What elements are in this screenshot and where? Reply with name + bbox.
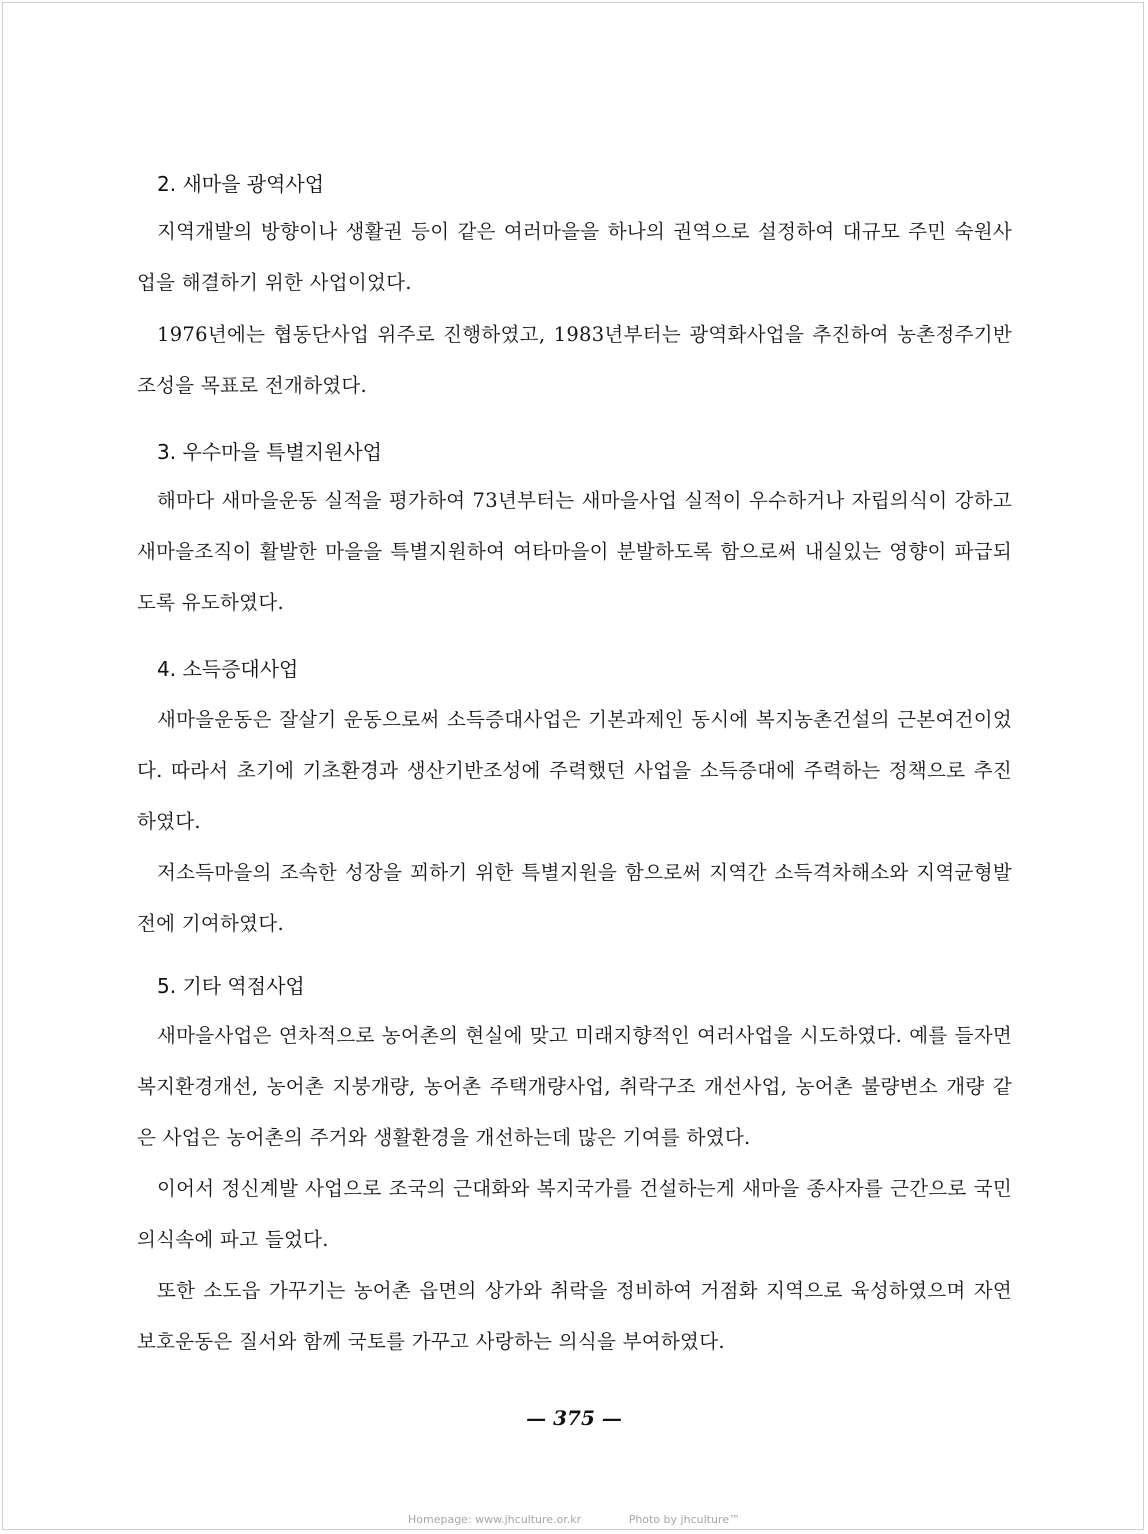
section-heading-3: 3. 우수마을 특별지원사업 — [157, 440, 382, 464]
paragraph-5-1: 새마을사업은 연차적으로 농어촌의 현실에 맞고 미래지향적인 여러사업을 시도하였다. 예를 들자면 복지환경개선, 농어촌 지붕개량, 농어촌 주택개량사업, 취락구조 개선사업, 농어촌 불량변소 개량 같은 사업은 농어촌의 주거와 생활환경을 개선하는데 많은 기여를 하였다. — [137, 1024, 1012, 1149]
section-heading-2: 2. 새마을 광역사업 — [157, 172, 325, 196]
section-heading-5: 5. 기타 역점사업 — [157, 974, 305, 998]
paragraph-5-3: 또한 소도읍 가꾸기는 농어촌 읍면의 상가와 취락을 정비하여 거점화 지역으로 육성하였으며 자연보호운동은 질서와 함께 국토를 가꾸고 사랑하는 의식을 부여하였다. — [137, 1279, 1012, 1353]
paragraph-4-1: 새마을운동은 잘살기 운동으로써 소득증대사업은 기본과제인 동시에 복지농촌건설의 근본여건이었다. 따라서 초기에 기초환경과 생산기반조성에 주력했던 사업을 소득증대에 주력하는 정책으로 추진하였다. — [137, 708, 1012, 833]
paragraph-3-1: 해마다 새마을운동 실적을 평가하여 73년부터는 새마을사업 실적이 우수하거나 자립의식이 강하고 새마을조직이 활발한 마을을 특별지원하여 여타마을이 분발하도록 함으로써 내실있는 영향이 파급되도록 유도하였다. — [137, 489, 1012, 614]
footer-credit — [0, 1512, 1148, 1528]
section-heading-4: 4. 소득증대사업 — [157, 657, 299, 681]
footer-homepage: Homepage: www.jhculture.or.kr — [407, 1513, 582, 1526]
paragraph-4-2: 저소득마을의 조속한 성장을 꾀하기 위한 특별지원을 함으로써 지역간 소득격차해소와 지역균형발전에 기여하였다. — [137, 861, 1012, 935]
paragraph-2-2: 1976년에는 협동단사업 위주로 진행하였고, 1983년부터는 광역화사업을 추진하여 농촌정주기반조성을 목표로 전개하였다. — [137, 323, 1012, 397]
page-number: — 375 — — [526, 1406, 622, 1430]
footer-photo-credit: Photo by jhculture™ — [628, 1513, 740, 1526]
paragraph-5-2: 이어서 정신계발 사업으로 조국의 근대화와 복지국가를 건설하는게 새마을 종사자를 근간으로 국민의식속에 파고 들었다. — [137, 1177, 1012, 1251]
paragraph-2-1: 지역개발의 방향이나 생활권 등이 같은 여러마을을 하나의 권역으로 설정하여 대규모 주민 숙원사업을 해결하기 위한 사업이었다. — [137, 220, 1012, 294]
